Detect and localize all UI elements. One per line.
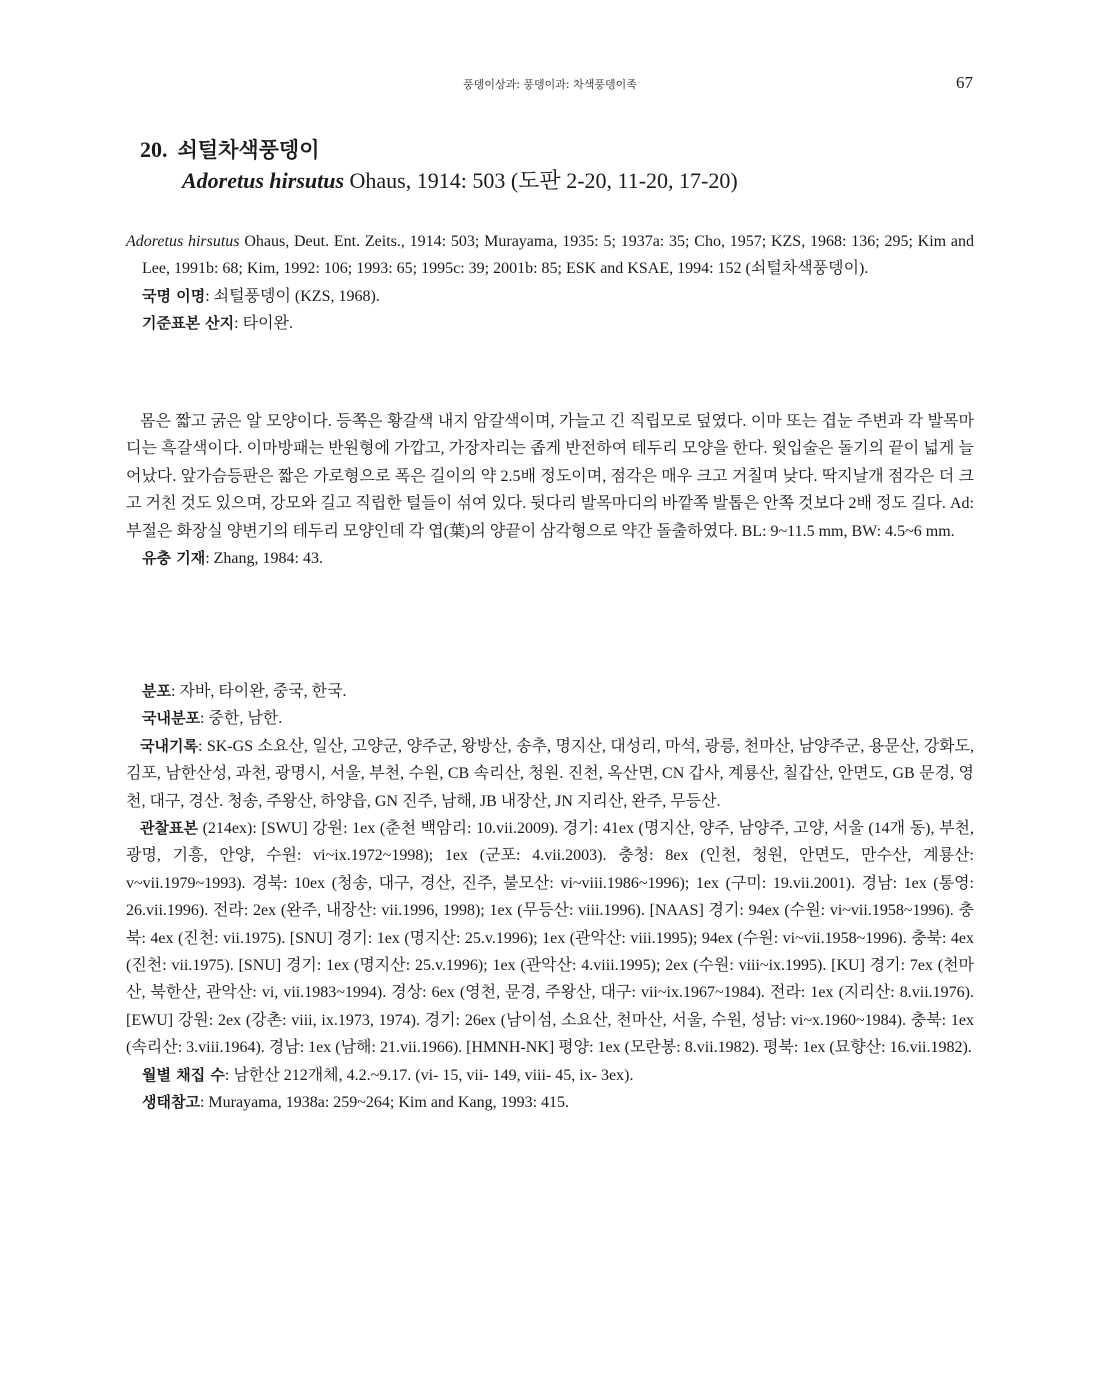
monthly-collection-label: 월별 채집 수 xyxy=(142,1065,225,1084)
type-locality-value: : 타이완. xyxy=(234,315,293,333)
synonymy-section xyxy=(126,228,974,338)
species-authority: Ohaus, 1914: 503 (도판 2-20, 11-20, 17-20) xyxy=(344,168,738,193)
distribution-value: : 자바, 타이완, 중국, 한국. xyxy=(170,683,347,700)
species-scientific-name: Adoretus hirsutus xyxy=(182,168,345,193)
species-korean-title xyxy=(140,135,738,165)
synonymy-paragraph xyxy=(126,228,974,283)
specimens-value: (214ex): [SWU] 강원: 1ex (춘천 백암리: 10.vii.2009). 경기: 41ex (명지산, 양주, 남양주, 고양, 서울 (14개 동), 부천, 광명, 기흥, 안양, 수원: vi~ix.1972~1998); 1ex (군포: 4.vii.2003). 충청: 8ex (인천, 청원, 안면도, 만수산, 계룡산: v~vii.1979~1993). 경북: 10ex (청송, 대구, 경산, 진주, 불모산: vi~viii.1986~1996); 1ex (구미: 19.vii.2001). 경남: 1ex (통영: 26.vii.1996). 전라: 2ex (완주, 내장산: vii.1996, 1998); 1ex (무등산: viii.1996). [NAAS] 경기: 94ex (수원: vi~vii.1958~1996). 충북: 4ex (진천: vii.1975). [SNU] 경기: 1ex (명지산: 25.v.1996); 1ex (관악산: viii.1995); 94ex (수원: vi~vii.1958~1996). 충북: 4ex (진천: vii.1975). [SNU] 경기: 1ex (명지산: 25.v.1996); 1ex (관악산: 4.viii.1995); 2ex (수원: viii~ix.1995). [KU] 경기: 7ex (천마산, 북한산, 관악산: vi, vii.1983~1994). 경상: 6ex (영천, 문경, 주왕산, 대구: vii~ix.1967~1984). 전라: 1ex (지리산: 8.vii.1976). [EWU] 강원: 2ex (강촌: viii, ix.1973, 1974). 경기: 26ex (남이섬, 소요산, 천마산, 서울, 수원, 성남: vi~x.1960~1984). 충북: 1ex (속리산: 3.viii.1964). 경남: 1ex (남해: 21.vii.1966). [HMNH-NK] 평양: 1ex (모란봉: 8.vii.1982). 평북: 1ex (묘향산: 16.vii.1982). xyxy=(126,820,974,1057)
ecology-label: 생태참고 xyxy=(142,1093,200,1112)
korean-synonym-value: : 쇠털풍뎅이 (KZS, 1968). xyxy=(205,287,380,305)
type-locality-field xyxy=(126,310,974,337)
species-title-block xyxy=(140,135,738,197)
specimens-label: 관찰표본 xyxy=(140,819,198,838)
larva-value: : Zhang, 1984: 43. xyxy=(205,550,323,568)
larva-field xyxy=(126,545,974,572)
species-scientific-title xyxy=(182,165,738,197)
korean-synonym-label: 국명 이명 xyxy=(142,286,206,305)
distribution-section xyxy=(126,678,974,1117)
larva-label: 유충 기재 xyxy=(142,549,206,568)
ecology-value: : Murayama, 1938a: 259~264; Kim and Kang, 1993: 415. xyxy=(199,1094,570,1112)
domestic-distribution-label: 국내분포 xyxy=(142,709,200,728)
species-korean-name: 쇠털차색풍뎅이 xyxy=(177,138,320,162)
distribution-label: 분포 xyxy=(142,682,171,700)
synonymy-references: Ohaus, Deut. Ent. Zeits., 1914: 503; Murayama, 1935: 5; 1937a: 35; Cho, 1957; KZS, 1968: 136; 295; Kim and Lee, 1991b: 68; Kim, 1992: 106; 1993: 65; 1995c: 39; 2001b: 85; ESK and KSAE, 1994: 152 (쇠털차색풍뎅이). xyxy=(142,233,975,278)
type-locality-label: 기준표본 산지 xyxy=(142,314,235,333)
domestic-records-value: : SK-GS 소요산, 일산, 고양군, 양주군, 왕방산, 송추, 명지산, 대성리, 마석, 광릉, 천마산, 남양주군, 용문산, 강화도, 김포, 남한산성, 과천, 광명시, 서울, 부천, 수원, CB 속리산, 청원. 진천, 옥산면, CN 갑사, 계룡산, 칠갑산, 안면도, GB 문경, 영천, 대구, 경산. 청송, 주왕산, 하양읍, GN 진주, 남해, JB 내장산, JN 지리산, 완주, 무등산. xyxy=(126,737,974,810)
ecology-field xyxy=(126,1089,974,1116)
monthly-collection-field xyxy=(126,1062,974,1089)
domestic-records-label: 국내기록 xyxy=(140,736,198,755)
description-section xyxy=(126,408,974,572)
domestic-distribution-value: : 중한, 남한. xyxy=(199,710,283,728)
running-header: 풍뎅이상과: 풍뎅이과: 차색풍뎅이족 xyxy=(463,78,637,91)
distribution-field xyxy=(126,678,974,705)
description-paragraph: 몸은 짧고 굵은 알 모양이다. 등쪽은 황갈색 내지 암갈색이며, 가늘고 긴 직립모로 덮였다. 이마 또는 겹눈 주변과 각 발목마디는 흑갈색이다. 이마방패는 반원형에 가깝고, 가장자리는 좁게 반전하여 테두리 모양을 한다. 윗입술은 돌기의 끝이 넓게 늘어났다. 앞가슴등판은 짧은 가로형으로 폭은 길이의 약 2.5배 정도이며, 점각은 매우 크고 거칠며 낮다. 딱지날개 점각은 더 크고 거친 것도 있으며, 강모와 길고 직립한 털들이 섞여 있다. 뒷다리 발목마디의 바깥쪽 발톱은 안쪽 것보다 2배 정도 길다. Ad: 부절은 화장실 양변기의 테두리 모양인데 각 엽(葉)의 양끝이 삼각형으로 약간 돌출하였다. BL: 9~11.5 mm, BW: 4.5~6 mm. xyxy=(126,413,974,540)
monthly-collection-value: : 남한산 212개체, 4.2.~9.17. (vi- 15, vii- 149, viii- 45, ix- 3ex). xyxy=(224,1066,634,1084)
domestic-records-paragraph xyxy=(126,733,974,815)
korean-synonym-field xyxy=(126,283,974,310)
domestic-distribution-field xyxy=(126,705,974,732)
species-number: 20. xyxy=(140,137,168,162)
synonymy-taxon: Adoretus hirsutus xyxy=(126,233,240,250)
specimens-paragraph xyxy=(126,815,974,1062)
page-number: 67 xyxy=(956,73,973,92)
